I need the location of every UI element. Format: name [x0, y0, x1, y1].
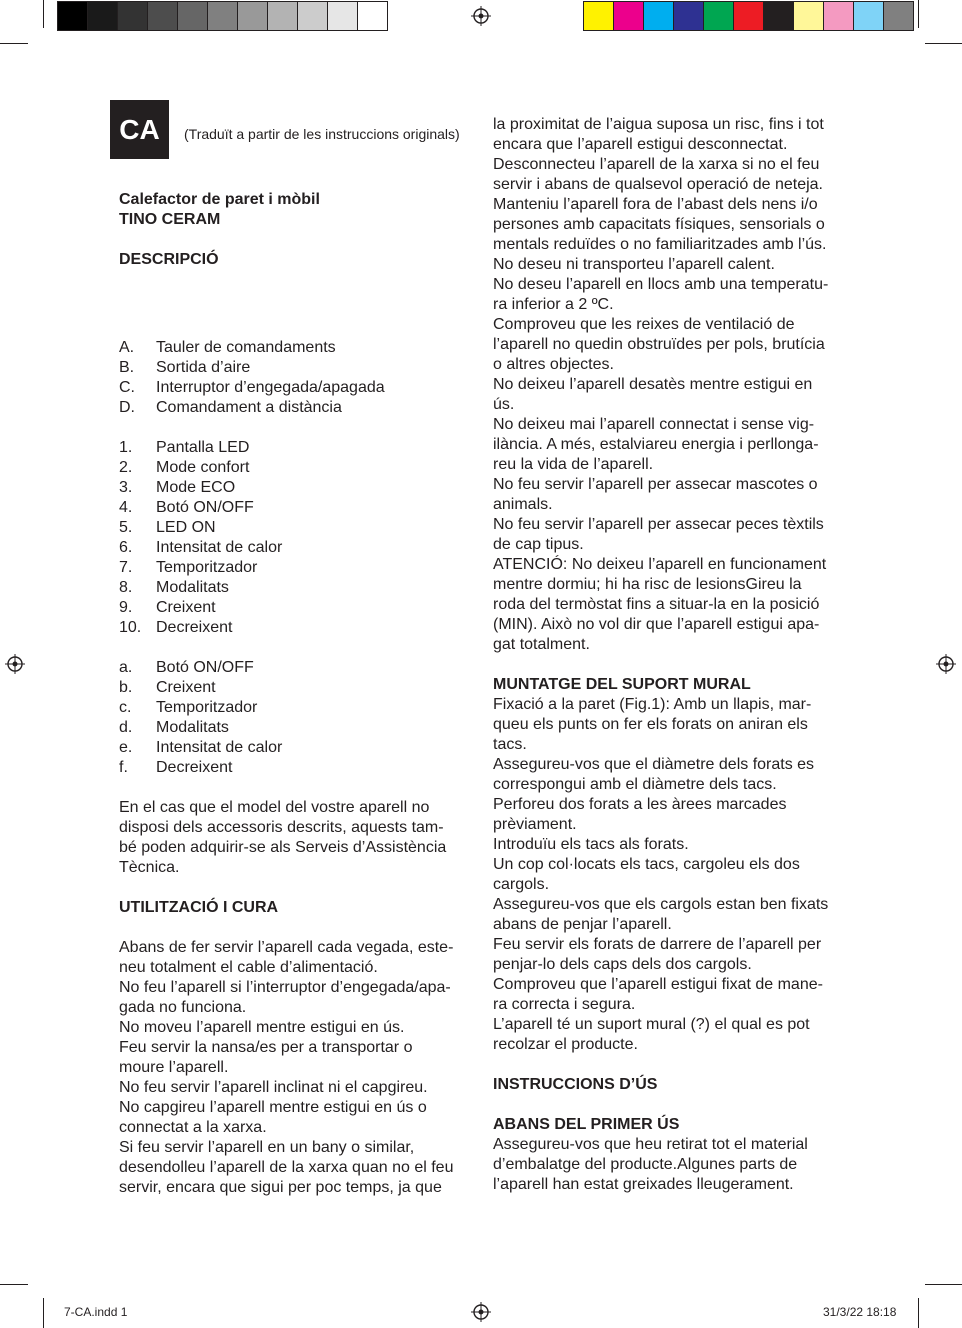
control-label: Intensitat de calor — [156, 539, 283, 556]
control-item — [119, 558, 471, 578]
safety-line: No deixeu l’aparell desatès mentre estigui en — [493, 376, 813, 393]
use-care-line: gada no funciona. — [119, 999, 247, 1016]
safety-line: persones amb capacitats físiques, sensorials o — [493, 216, 825, 233]
safety-line: No feu servir l’aparell per assecar mascotes o — [493, 476, 818, 493]
safety-line: mentals reduïdes o no familiaritzades amb l’ús. — [493, 236, 827, 253]
safety-line: ATENCIÓ: No deixeu l’aparell en funcionament — [493, 556, 827, 573]
gray-swatch — [58, 2, 88, 30]
remote-key: c. — [119, 699, 132, 716]
first-use-line: l’aparell han estat greixades lleugerament. — [493, 1176, 794, 1193]
use-care-line: Si feu servir l’aparell en un bany o similar, — [119, 1139, 415, 1156]
wall-mount-line: ra correcta i segura. — [493, 996, 636, 1013]
remote-key: d. — [119, 719, 133, 736]
use-care-line: No feu servir l’aparell inclinat ni el capgireu. — [119, 1079, 428, 1096]
safety-line: animals. — [493, 496, 553, 513]
control-key: 5. — [119, 519, 133, 536]
safety-line: ús. — [493, 396, 515, 413]
remote-item — [119, 698, 471, 718]
gray-swatch — [328, 2, 358, 30]
registration-mark-right-icon — [936, 654, 956, 674]
use-care-line: connectat a la xarxa. — [119, 1119, 267, 1136]
color-swatch — [734, 2, 764, 30]
remote-label: Decreixent — [156, 759, 233, 776]
safety-line: No deseu l’aparell en llocs amb una temperatu- — [493, 276, 829, 293]
control-item — [119, 578, 471, 598]
control-label: Botó ON/OFF — [156, 499, 254, 516]
part-item — [119, 358, 471, 378]
part-key: D. — [119, 399, 135, 416]
color-swatch — [644, 2, 674, 30]
control-item — [119, 618, 471, 638]
first-use-paragraph — [493, 1135, 853, 1195]
wall-mount-line: Introduïu els tacs als forats. — [493, 836, 689, 853]
registration-mark-left-icon — [5, 654, 25, 674]
control-item — [119, 458, 471, 478]
control-key: 3. — [119, 479, 133, 496]
remote-item — [119, 738, 471, 758]
wall-mount-line: prèviament. — [493, 816, 577, 833]
part-key: C. — [119, 379, 135, 396]
wall-mount-line: Comproveu que l’aparell estigui fixat de mane- — [493, 976, 823, 993]
control-label: Mode confort — [156, 459, 250, 476]
first-use-line: d’embalatge del producte.Algunes parts de — [493, 1156, 798, 1173]
control-label: Temporitzador — [156, 559, 258, 576]
remote-label: Temporitzador — [156, 699, 258, 716]
use-care-line: moure l’aparell. — [119, 1059, 229, 1076]
control-key: 2. — [119, 459, 133, 476]
part-label: Interruptor d’engegada/apagada — [156, 379, 385, 396]
safety-line: mentre dormiu; hi ha risc de lesionsGireu la — [493, 576, 802, 593]
safety-line: la proximitat de l’aigua suposa un risc, fins i tot — [493, 116, 824, 133]
instructions-heading: INSTRUCCIONS D’ÚS — [493, 1076, 658, 1093]
safety-line: ilància. A més, estalviareu energia i perllonga- — [493, 436, 819, 453]
left-column — [119, 190, 471, 1198]
crop-mark-tr-v — [918, 0, 919, 28]
remote-item — [119, 678, 471, 698]
part-item — [119, 398, 471, 418]
remote-item — [119, 658, 471, 678]
product-title: Calefactor de paret i mòbil — [119, 191, 320, 208]
use-care-line: neu totalment el cable d’alimentació. — [119, 959, 378, 976]
part-key: B. — [119, 359, 135, 376]
safety-line: No deseu ni transporteu l’aparell calent. — [493, 256, 775, 273]
control-key: 8. — [119, 579, 133, 596]
control-panel-list — [119, 438, 471, 638]
product-model: TINO CERAM — [119, 211, 221, 228]
language-badge: CA — [110, 100, 169, 159]
wall-mount-line: correspongui amb el diàmetre dels tacs. — [493, 776, 777, 793]
color-swatch — [674, 2, 704, 30]
safety-line: No deixeu mai l’aparell connectat i sense vig- — [493, 416, 815, 433]
accessories-line: Tècnica. — [119, 859, 180, 876]
accessories-line: disposi dels accessoris descrits, aquests tam- — [119, 819, 444, 836]
color-swatch — [584, 2, 614, 30]
color-swatch — [704, 2, 734, 30]
use-care-heading: UTILITZACIÓ I CURA — [119, 899, 279, 916]
part-item — [119, 338, 471, 358]
color-swatch — [884, 2, 913, 30]
control-key: 10. — [119, 619, 142, 636]
remote-label: Creixent — [156, 679, 216, 696]
control-item — [119, 478, 471, 498]
safety-line: Desconnecteu l’aparell de la xarxa si no el feu — [493, 156, 820, 173]
crop-mark-br-h — [925, 1284, 962, 1285]
remote-item — [119, 758, 471, 778]
footer-timestamp: 31/3/22 18:18 — [823, 1305, 897, 1319]
control-key: 6. — [119, 539, 133, 556]
gray-swatch — [298, 2, 328, 30]
control-label: Pantalla LED — [156, 439, 250, 456]
remote-label: Intensitat de calor — [156, 739, 283, 756]
control-item — [119, 498, 471, 518]
wall-mount-line: Feu servir els forats de darrere de l’aparell per — [493, 936, 822, 953]
color-swatch — [764, 2, 794, 30]
safety-line: gat totalment. — [493, 636, 590, 653]
use-care-line: desendolleu l’aparell de la xarxa quan no el feu — [119, 1159, 454, 1176]
wall-mount-line: L’aparell té un suport mural (?) el qual es pot — [493, 1016, 810, 1033]
color-calibration-bar — [583, 1, 914, 31]
wall-mount-paragraph — [493, 695, 853, 1055]
gray-swatch — [118, 2, 148, 30]
gray-swatch — [268, 2, 298, 30]
wall-mount-line: abans de penjar l’aparell. — [493, 916, 672, 933]
control-label: Modalitats — [156, 579, 229, 596]
control-key: 1. — [119, 439, 133, 456]
wall-mount-line: tacs. — [493, 736, 527, 753]
remote-key: f. — [119, 759, 128, 776]
control-item — [119, 518, 471, 538]
control-label: LED ON — [156, 519, 216, 536]
use-care-line: No moveu l’aparell mentre estigui en ús. — [119, 1019, 405, 1036]
wall-mount-line: recolzar el producte. — [493, 1036, 638, 1053]
part-item — [119, 378, 471, 398]
remote-key: e. — [119, 739, 133, 756]
safety-paragraph — [493, 115, 853, 655]
control-key: 9. — [119, 599, 133, 616]
crop-mark-bl-v — [43, 1298, 44, 1328]
accessories-line: En el cas que el model del vostre aparell no — [119, 799, 430, 816]
color-swatch — [614, 2, 644, 30]
wall-mount-line: queu els punts on fer els forats on aniran els — [493, 716, 808, 733]
control-item — [119, 598, 471, 618]
safety-line: reu la vida de l’aparell. — [493, 456, 654, 473]
safety-line: No feu servir l’aparell per assecar peces tèxtils — [493, 516, 824, 533]
crop-mark-br-v — [918, 1298, 919, 1328]
safety-line: servir i abans de qualsevol operació de neteja. — [493, 176, 823, 193]
remote-control-list — [119, 658, 471, 778]
safety-line: l’aparell no quedin obstruïdes per pols, brutícia — [493, 336, 825, 353]
gray-swatch — [208, 2, 238, 30]
use-care-line: servir, encara que sigui per poc temps, ja que — [119, 1179, 442, 1196]
safety-line: Comproveu que les reixes de ventilació de — [493, 316, 795, 333]
use-care-line: No feu l’aparell si l’interruptor d’engegada/apa- — [119, 979, 451, 996]
safety-line: o altres objectes. — [493, 356, 614, 373]
safety-line: de cap tipus. — [493, 536, 584, 553]
wall-mount-heading: MUNTATGE DEL SUPORT MURAL — [493, 676, 751, 693]
remote-label: Botó ON/OFF — [156, 659, 254, 676]
description-heading: DESCRIPCIÓ — [119, 251, 219, 268]
color-swatch — [824, 2, 854, 30]
safety-line: roda del termòstat fins a situar-la en la posició — [493, 596, 820, 613]
registration-mark-bottom-icon — [471, 1302, 491, 1322]
gray-calibration-bar — [57, 1, 388, 31]
use-care-line: Abans de fer servir l’aparell cada vegada, este- — [119, 939, 454, 956]
crop-mark-bl-h — [0, 1284, 28, 1285]
remote-key: a. — [119, 659, 133, 676]
translation-note: (Traduït a partir de les instruccions originals) — [184, 126, 460, 142]
control-key: 7. — [119, 559, 133, 576]
crop-mark-tr-h — [925, 43, 962, 44]
registration-mark-top-icon — [471, 6, 491, 26]
wall-mount-line: Assegureu-vos que el diàmetre dels forats es — [493, 756, 815, 773]
part-label: Comandament a distància — [156, 399, 342, 416]
remote-item — [119, 718, 471, 738]
remote-key: b. — [119, 679, 133, 696]
first-use-heading: ABANS DEL PRIMER ÚS — [493, 1116, 680, 1133]
control-item — [119, 538, 471, 558]
part-label: Tauler de comandaments — [156, 339, 336, 356]
gray-swatch — [148, 2, 178, 30]
footer-filename: 7-CA.indd 1 — [64, 1305, 128, 1319]
wall-mount-line: Perforeu dos forats a les àrees marcades — [493, 796, 787, 813]
wall-mount-line: cargols. — [493, 876, 550, 893]
remote-label: Modalitats — [156, 719, 229, 736]
control-label: Decreixent — [156, 619, 233, 636]
color-swatch — [794, 2, 824, 30]
part-key: A. — [119, 339, 135, 356]
parts-list — [119, 338, 471, 418]
wall-mount-line: penjar-lo dels caps dels dos cargols. — [493, 956, 752, 973]
wall-mount-line: Assegureu-vos que els cargols estan ben fixats — [493, 896, 829, 913]
safety-line: Manteniu l’aparell fora de l’abast dels nens i/o — [493, 196, 818, 213]
control-label: Mode ECO — [156, 479, 236, 496]
control-key: 4. — [119, 499, 133, 516]
safety-line: encara que l’aparell estigui desconnectat. — [493, 136, 788, 153]
crop-mark-tl-v — [43, 0, 44, 28]
accessories-paragraph — [119, 798, 471, 878]
control-item — [119, 438, 471, 458]
right-column — [493, 115, 853, 1195]
part-label: Sortida d’aire — [156, 359, 251, 376]
use-care-paragraph — [119, 938, 471, 1198]
crop-mark-tl-h — [0, 43, 28, 44]
first-use-line: Assegureu-vos que heu retirat tot el material — [493, 1136, 808, 1153]
gray-swatch — [178, 2, 208, 30]
gray-swatch — [238, 2, 268, 30]
gray-swatch — [88, 2, 118, 30]
gray-swatch — [358, 2, 387, 30]
use-care-line: Feu servir la nansa/es per a transportar o — [119, 1039, 413, 1056]
control-label: Creixent — [156, 599, 216, 616]
wall-mount-line: Un cop col·locats els tacs, cargoleu els dos — [493, 856, 800, 873]
accessories-line: bé poden adquirir-se als Serveis d’Assistència — [119, 839, 447, 856]
color-swatch — [854, 2, 884, 30]
wall-mount-line: Fixació a la paret (Fig.1): Amb un llapis, mar- — [493, 696, 812, 713]
safety-line: ra inferior a 2 ºC. — [493, 296, 614, 313]
safety-line: (MIN). Això no vol dir que l’aparell estigui apa- — [493, 616, 820, 633]
use-care-line: No capgireu l’aparell mentre estigui en ús o — [119, 1099, 427, 1116]
